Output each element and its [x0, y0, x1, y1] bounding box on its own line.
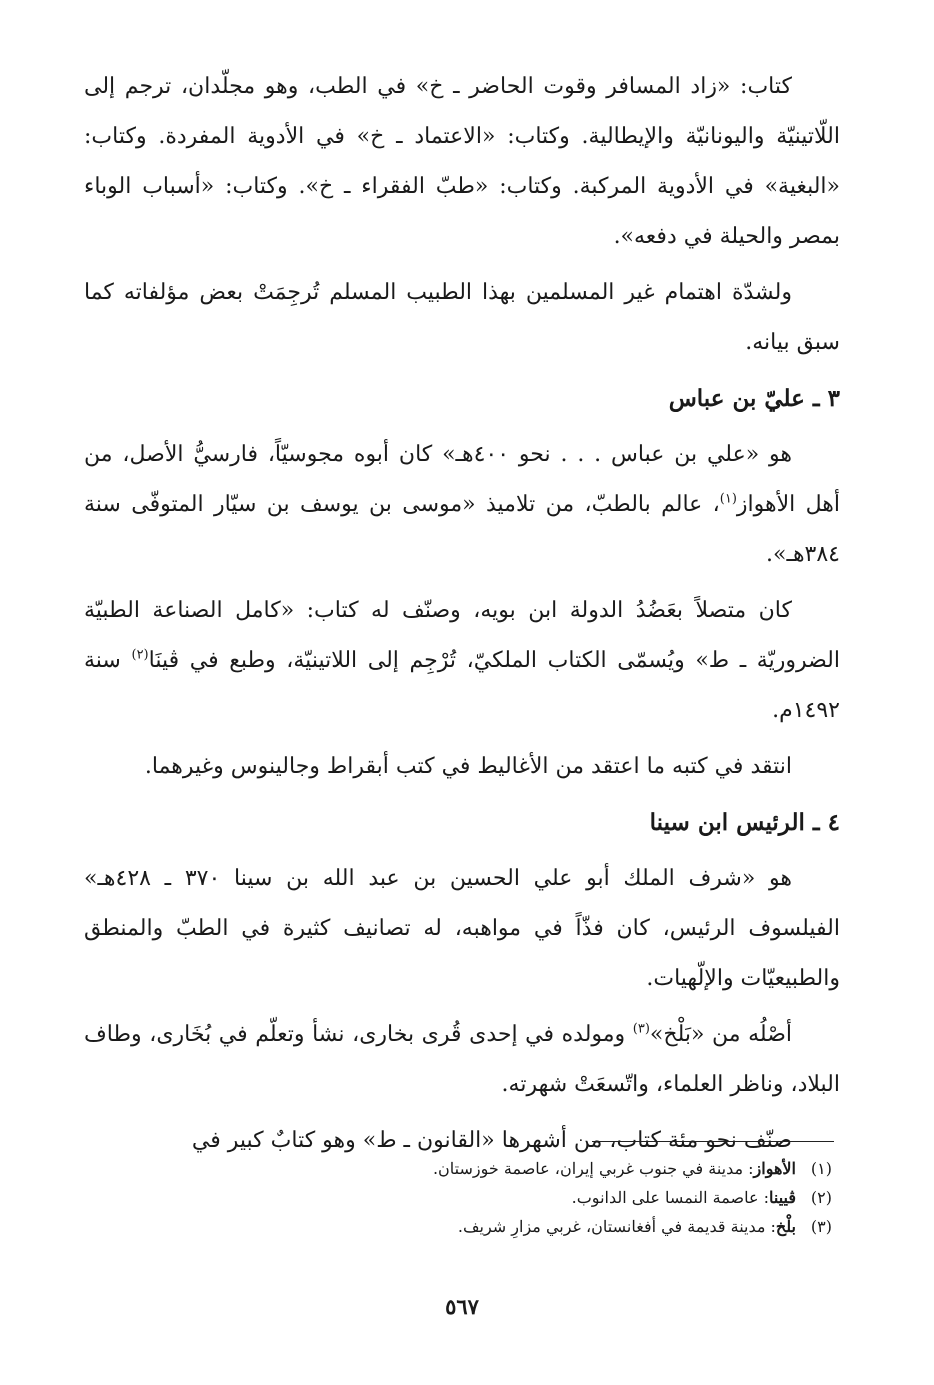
footnotes [92, 1154, 832, 1241]
section-heading-ibn-sina: ٤ ـ الرئيس ابن سينا [649, 809, 840, 836]
footnote-term: بلْخ [775, 1217, 796, 1236]
footnote-marker-1[interactable]: (١) [719, 491, 737, 507]
paragraph-text: ، عالم بالطبّ، من تلاميذ «موسى بن يوسف بن سيّار المتوفّى سنة ٣٨٤هـ». [84, 492, 840, 567]
footnote-number: (١) [810, 1159, 832, 1178]
footnote-number: (٢) [810, 1188, 832, 1207]
page-number: ٥٦٧ [445, 1294, 479, 1319]
footnote-text: : مدينة في جنوب غربي إيران، عاصمة خوزستان. [432, 1159, 754, 1178]
paragraph-translations [84, 268, 840, 368]
section-heading-ali-ibn-abbas: ٣ ـ عليّ بن عباس [668, 385, 840, 412]
paragraph-ibn-sina-origin [84, 1010, 840, 1110]
footnote-number: (٣) [810, 1217, 832, 1236]
paragraph-text: سنة ١٤٩٢م. [84, 648, 840, 723]
paragraph-ali-bio [84, 430, 840, 580]
paragraph-text: كتاب: «زاد المسافر وقوت الحاضر ـ خ» في الطب، وهو مجلّدان، ترجم إلى اللّاتينيّة واليونانيّة والإيطالية. وكتاب: «الاعتماد ـ خ» في الأدوية المفردة. وكتاب: «البغية» في الأدوية المركبة. وكتاب: «طبّ الفقراء ـ خ». وكتاب: «أسباب الوباء بمصر والحيلة في دفعه». [84, 74, 840, 249]
paragraph-text: صنّف نحو مئة كتاب، من أشهرها «القانون ـ ط» وهو كتابٌ كبير في [191, 1128, 792, 1153]
footnote-term: ڤيينا [768, 1188, 796, 1207]
paragraph-text: ولشدّة اهتمام غير المسلمين بهذا الطبيب المسلم تُرجِمَتْ بعض مؤلفاته كما سبق بيانه. [84, 280, 840, 355]
paragraph-text: هو «شرف الملك أبو علي الحسين بن عبد الله بن سينا ٣٧٠ ـ ٤٢٨هـ» الفيلسوف الرئيس، كان فذّاً في مواهبه، له تصانيف كثيرة في الطبّ والمنطق والطبيعيّات والإلّهيات. [84, 866, 840, 991]
paragraph-books-list [84, 62, 840, 262]
paragraph-ali-book [84, 586, 840, 736]
footnote-text: : مدينة قديمة في أفغانستان، غربي مزارِ شريف. [457, 1217, 776, 1236]
footnote-term: الأهواز [753, 1159, 796, 1178]
footnote-text: : عاصمة النمسا على الدانوب. [571, 1188, 769, 1207]
footnote-marker-3[interactable]: (٣) [632, 1021, 650, 1037]
paragraph-ibn-sina-bio [84, 854, 840, 1004]
paragraph-text: هو «علي بن عباس . . . نحو ٤٠٠هـ» كان أبوه مجوسيّاً، فارسيُّ الأصل، من أهل الأهواز [84, 442, 840, 517]
book-page [84, 62, 840, 1362]
footnote-marker-2[interactable]: (٢) [131, 647, 149, 663]
paragraph-text: انتقد في كتبه ما اعتقد من الأغاليط في كتب أبقراط وجالينوس وغيرهما. [144, 754, 792, 779]
paragraph-text: ومولده في إحدى قُرى بخارى، نشأ وتعلّم في بُخَارى، وطاف البلاد، وناظر العلماء، واتّسعَتْ شهرته. [84, 1022, 840, 1097]
footnote-1 [92, 1154, 832, 1183]
paragraph-text: كان متصلاً بعَضُدُ الدولة ابن بويه، وصنّف له كتاب: «كامل الصناعة الطبيّة الضروريّة ـ ط» ويُسمّى الكتاب الملكيّ، تُرْجِم إلى اللاتينيّة، وطبع في ڤينَا [84, 598, 840, 673]
paragraph-ali-criticism [84, 742, 840, 792]
footnote-separator [592, 1141, 834, 1142]
footnote-3 [92, 1212, 832, 1241]
footnote-2 [92, 1183, 832, 1212]
paragraph-text: أصْلُه من «بَلْخ» [649, 1022, 792, 1047]
